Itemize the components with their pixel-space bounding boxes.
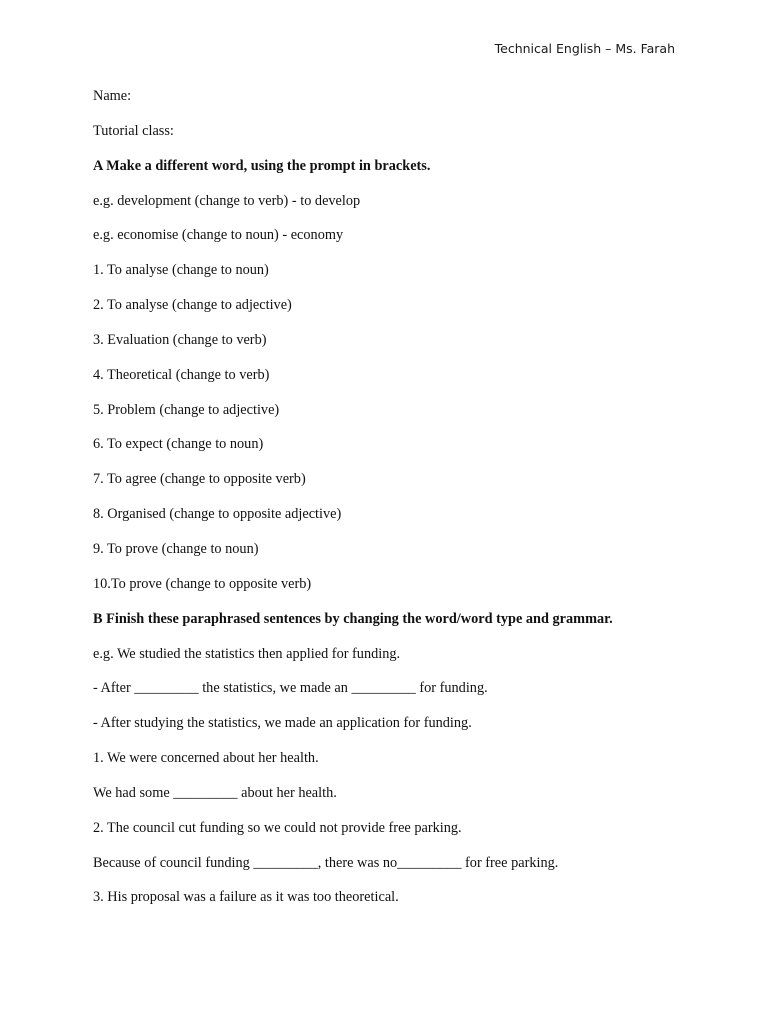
section-a-item: 6. To expect (change to noun): [93, 436, 264, 453]
worksheet-body: [93, 86, 693, 922]
section-b-item: 1. We were concerned about her health.: [93, 750, 319, 767]
section-b-example-blank: - After _________ the statistics, we made an _________ for funding.: [93, 680, 488, 697]
section-a-example: e.g. development (change to verb) - to develop: [93, 192, 361, 209]
section-a-example: e.g. economise (change to noun) - economy: [93, 227, 344, 244]
section-a-item: 10.To prove (change to opposite verb): [93, 575, 312, 592]
section-b-item: Because of council funding _________, there was no_________ for free parking.: [93, 854, 559, 871]
section-b-item: We had some _________ about her health.: [93, 784, 337, 801]
section-b-item: 3. His proposal was a failure as it was too theoretical.: [93, 889, 399, 906]
section-b-heading: B Finish these paraphrased sentences by changing the word/word type and grammar.: [93, 610, 613, 627]
section-b-item: 2. The council cut funding so we could not provide free parking.: [93, 819, 462, 836]
section-a-item: 4. Theoretical (change to verb): [93, 366, 270, 383]
section-a-heading: A Make a different word, using the prompt in brackets.: [93, 157, 431, 174]
section-b-example: e.g. We studied the statistics then applied for funding.: [93, 645, 401, 662]
section-a-item: 8. Organised (change to opposite adjective): [93, 506, 342, 523]
section-a-item: 5. Problem (change to adjective): [93, 401, 280, 418]
section-a-item: 7. To agree (change to opposite verb): [93, 471, 306, 488]
page-header: Technical English – Ms. Farah: [494, 41, 675, 56]
name-field-label: Name:: [93, 88, 132, 104]
section-a-item: 1. To analyse (change to noun): [93, 262, 269, 279]
section-a-item: 3. Evaluation (change to verb): [93, 331, 267, 348]
tutorial-class-label: Tutorial class:: [93, 122, 174, 139]
section-a-item: 2. To analyse (change to adjective): [93, 297, 292, 314]
section-a-item: 9. To prove (change to noun): [93, 540, 259, 557]
section-b-example-answer: - After studying the statistics, we made an application for funding.: [93, 715, 472, 732]
